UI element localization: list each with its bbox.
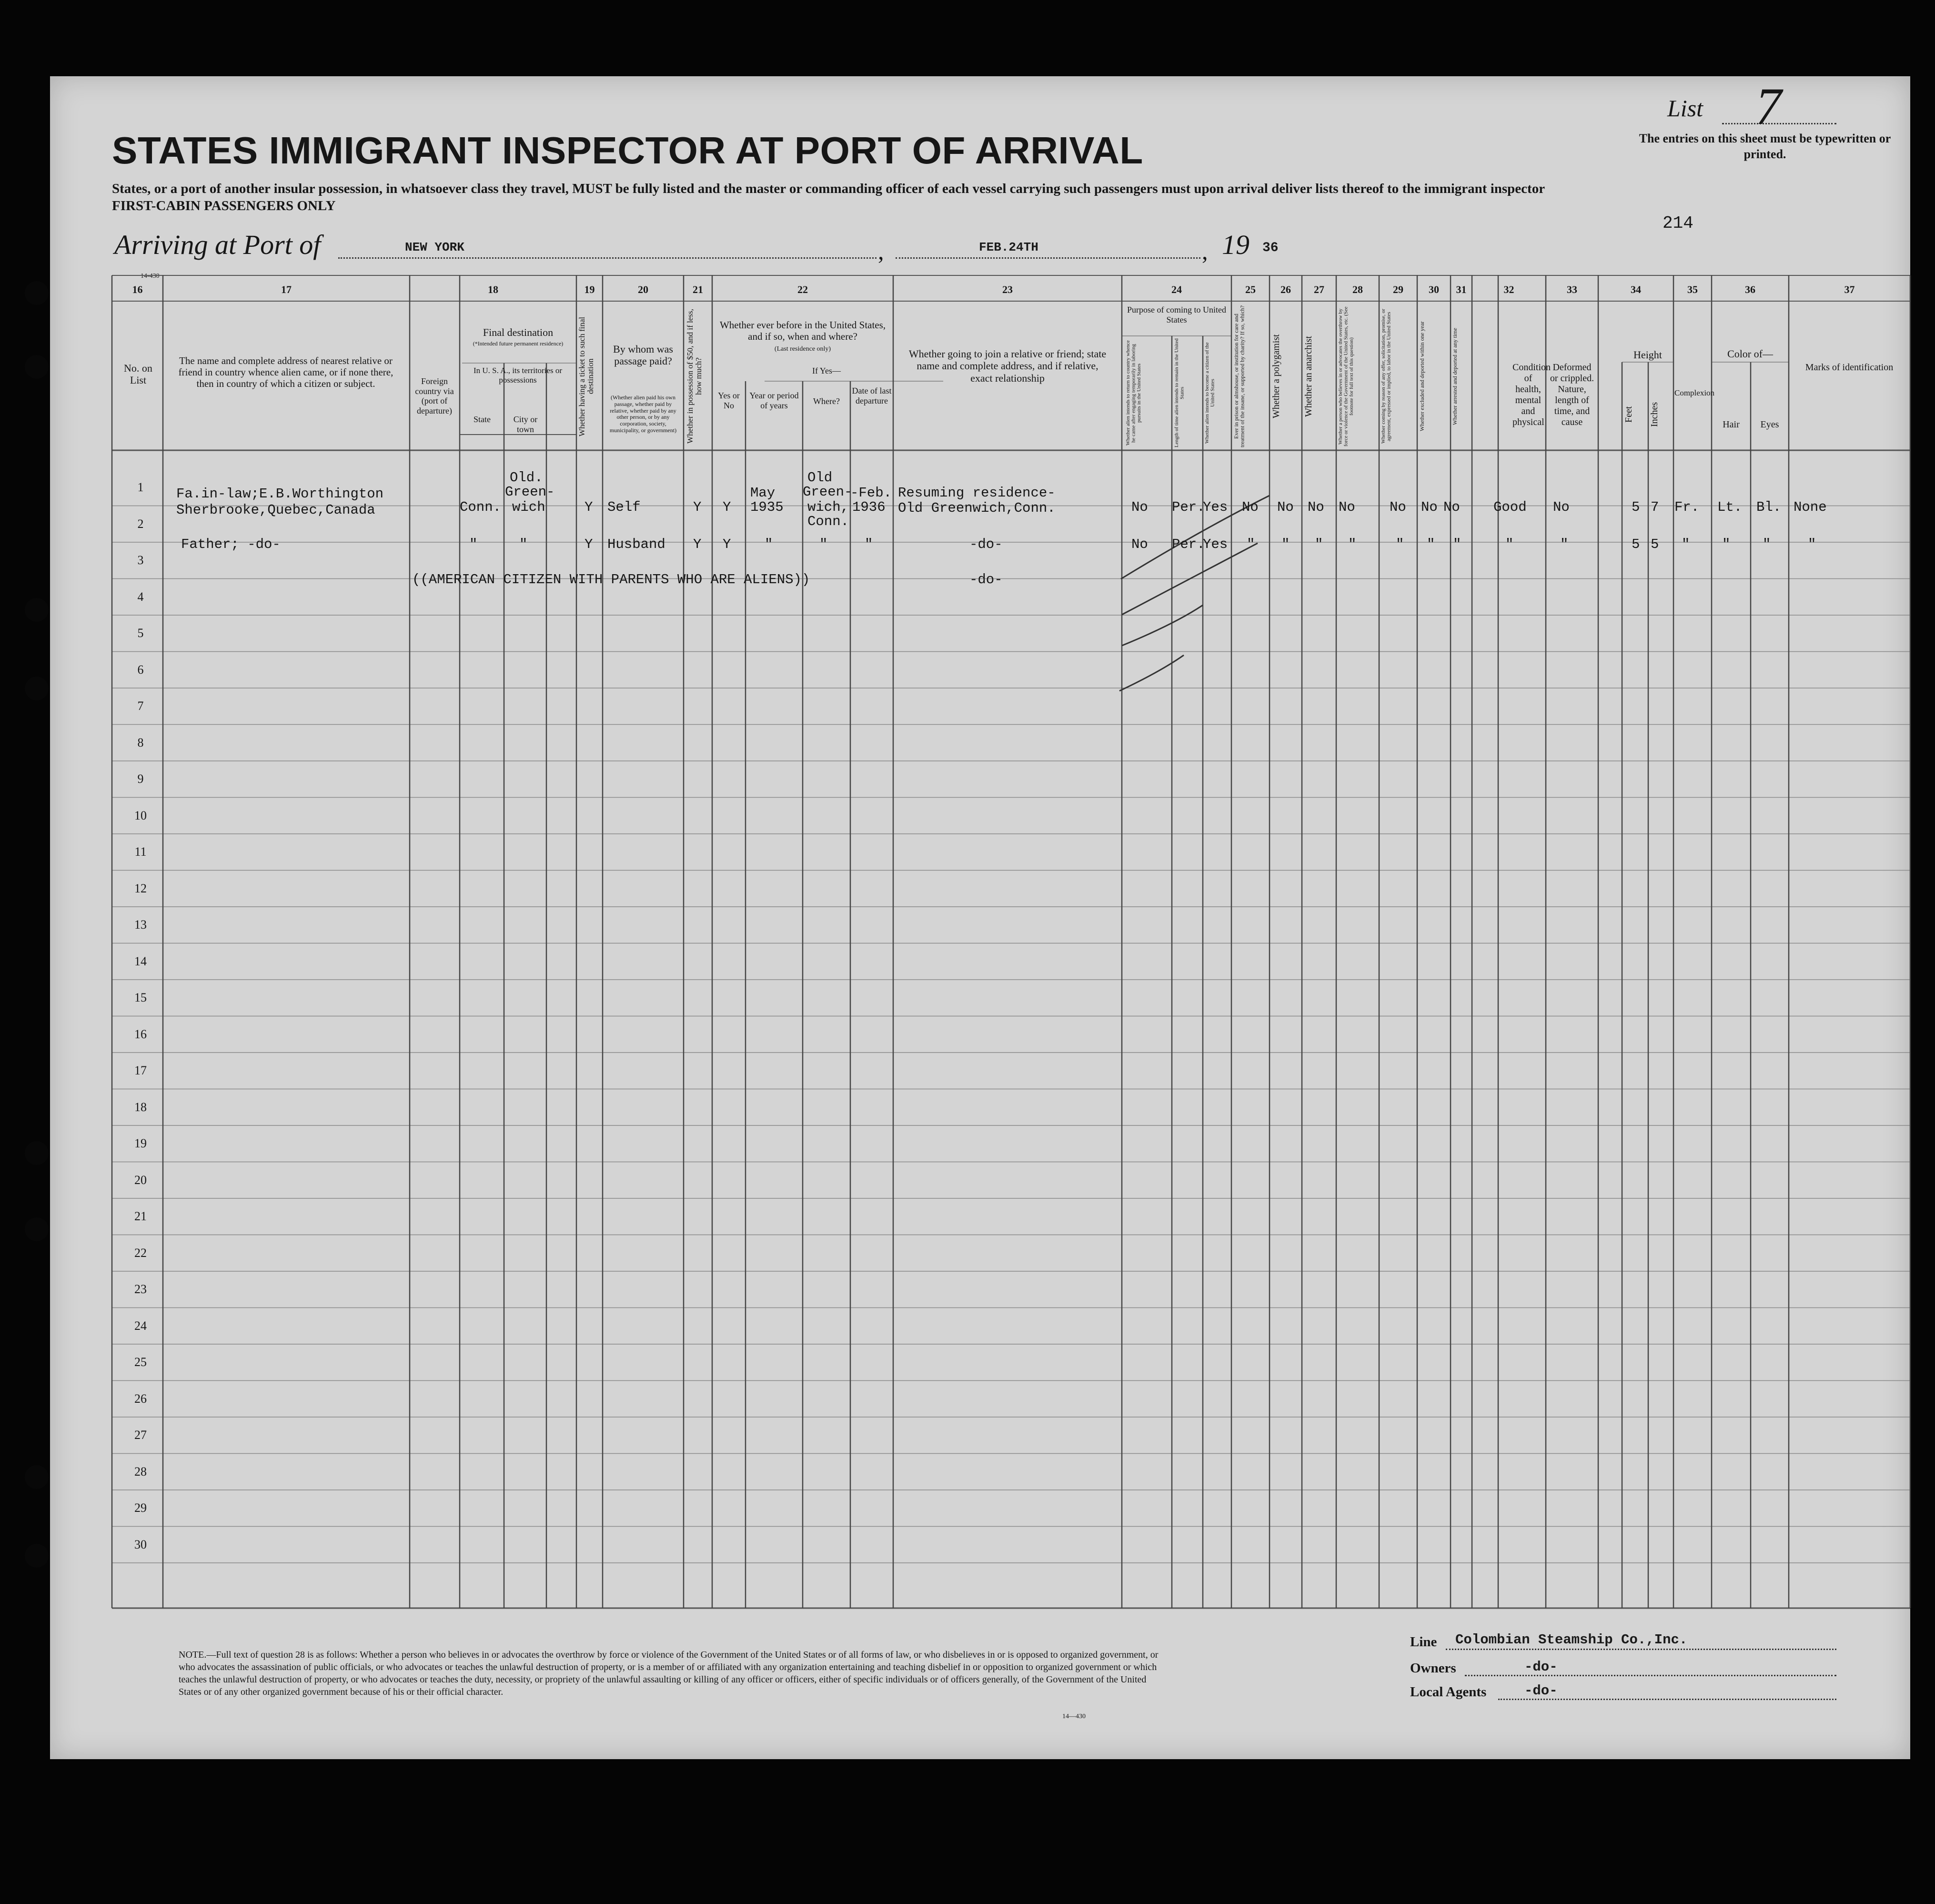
row-number: 2 xyxy=(137,517,144,531)
row3-joining: -do- xyxy=(969,572,1003,587)
footnote-question-28: NOTE.—Full text of question 28 is as follows: Whether a person who believes in or advocates the overthrow by force or violence of the Government of the United States or of all forms of law, or who disbelieves in or is opposed to organized government, or who advocates the assassination of public officials, or who advocates or teaches the unlawful destruction of property, or is a member of or affiliated with any organization entertaining and teaching disbelief in or opposition to organized government or which teaches the unlawful destruction of property, or who advocates or teaches the duty, necessity, or propriety of the unlawful assaulting or killing of any officer or officers, either of specific individuals or of officers generally, of the Government of the United States or of any other organized government because of his or their official character. xyxy=(179,1650,1159,1697)
row2-ditto-25: " xyxy=(1247,537,1255,552)
row-number: 5 xyxy=(137,626,144,640)
row-number: 21 xyxy=(134,1209,147,1223)
header-if-yes: If Yes— xyxy=(812,366,841,375)
header-year-period: Year or period of years xyxy=(749,391,799,410)
row3-remark: ((AMERICAN CITIZEN WITH PARENTS WHO ARE ALIENS)) xyxy=(412,572,810,587)
header-final-destination: Final destination xyxy=(483,326,554,338)
colnum-33: 33 xyxy=(1567,284,1577,295)
row1-citizen: Yes xyxy=(1203,499,1228,515)
row-number: 4 xyxy=(137,589,144,604)
row2-fifty: Y xyxy=(693,537,702,552)
row2-inches: 5 xyxy=(1651,537,1659,552)
colnum-36: 36 xyxy=(1745,284,1755,295)
row-number: 24 xyxy=(134,1318,147,1333)
colnum-18: 18 xyxy=(488,284,498,295)
row1-date-line2: 1936 xyxy=(852,499,886,515)
colnum-21: 21 xyxy=(693,284,703,295)
binder-hole xyxy=(25,1465,49,1489)
row-number: 11 xyxy=(134,845,147,859)
binder-hole xyxy=(25,281,49,305)
comma: , xyxy=(1202,238,1208,264)
form-title: STATES IMMIGRANT INSPECTOR AT PORT OF ARRIVAL xyxy=(112,129,1143,172)
row1-hair: Lt. xyxy=(1717,499,1743,515)
row1-feet: 5 xyxy=(1632,499,1640,515)
local-agents-label: Local Agents xyxy=(1410,1684,1487,1700)
row-number: 15 xyxy=(134,991,147,1004)
header-inches: Inches xyxy=(1649,402,1660,427)
typewritten-note: The entries on this sheet must be typewritten or printed. xyxy=(1639,132,1891,161)
row-number: 10 xyxy=(134,808,147,822)
row1-deformed: No xyxy=(1553,499,1570,515)
header-passage-paid: By whom was passage paid? xyxy=(613,343,673,367)
header-passage-paid-note: (Whether alien paid his own passage, whether paid by relative, whether paid by any other person, or by any corporation, society, municipality, or government) xyxy=(609,394,677,434)
comma: , xyxy=(878,238,884,264)
header-deformed: Deformed or crippled. Nature, length of time, and cause xyxy=(1550,362,1594,427)
row2-ditto-28: " xyxy=(1348,537,1357,552)
row2-year: " xyxy=(765,537,773,552)
row2-ticket: Y xyxy=(585,537,593,552)
header-health: Condition of health, mental and physical xyxy=(1512,362,1551,427)
binder-hole xyxy=(25,1544,49,1568)
header-marks: Marks of identification xyxy=(1805,362,1894,373)
header-ticket: Whether having a ticket to such final destination xyxy=(577,316,595,436)
row2-ditto-hair: " xyxy=(1722,537,1731,552)
row-number: 14 xyxy=(134,954,147,968)
row1-date-line1: -Feb. xyxy=(850,485,892,501)
header-labor-offer: Whether coming by reason of any offer, solicitation, promise, or agreement, expressed or implied, to labor in the United States xyxy=(1381,309,1392,444)
row2-citizen: Yes xyxy=(1203,537,1228,552)
list-number: 7 xyxy=(1755,77,1782,135)
year-prefix: 19 xyxy=(1222,229,1250,260)
manifest-sheet xyxy=(50,76,1910,1759)
row1-prison: No xyxy=(1242,499,1259,515)
row2-ditto-29: " xyxy=(1396,537,1404,552)
line-value: Colombian Steamship Co.,Inc. xyxy=(1455,1632,1688,1648)
header-final-destination-note: (*Intended future permanent residence) xyxy=(473,340,564,347)
colnum-34: 34 xyxy=(1631,284,1641,295)
header-where: Where? xyxy=(813,396,840,406)
header-last-residence: (Last residence only) xyxy=(774,345,831,353)
colnum-24: 24 xyxy=(1171,284,1182,295)
header-no-on-list: No. on List xyxy=(124,362,152,386)
row1-labor-offer: No xyxy=(1390,499,1406,515)
colnum-23: 23 xyxy=(1002,284,1013,295)
header-date-departure: Date of last departure xyxy=(852,386,892,405)
header-ever-before: Whether ever before in the United States, and if so, when and where? xyxy=(719,319,886,343)
colnum-32: 32 xyxy=(1503,284,1514,295)
header-fifty-dollars: Whether in possession of $50, and if less, how much? xyxy=(685,309,703,444)
form-number: 14-430 xyxy=(141,273,160,280)
row-number: 22 xyxy=(134,1246,147,1260)
colnum-28: 28 xyxy=(1352,284,1363,295)
row1-marks: None xyxy=(1794,499,1827,515)
page-number: 214 xyxy=(1663,213,1693,233)
row1-overthrow: No xyxy=(1339,499,1355,515)
row2-deformed: " xyxy=(1560,537,1569,552)
header-polygamist: Whether a polygamist xyxy=(1271,334,1281,419)
header-foreign-country: Foreign country via (port of departure) xyxy=(415,376,454,416)
colnum-22: 22 xyxy=(797,284,808,295)
row2-return-intent: No xyxy=(1131,537,1148,552)
row1-inches: 7 xyxy=(1651,499,1659,515)
local-agents-rule xyxy=(1498,1699,1836,1700)
colnum-35: 35 xyxy=(1687,284,1698,295)
form-instructions: States, or a port of another insular possession, in whatsoever class they travel, MUST be fully listed and the master or commanding officer of each vessel carrying such passengers must upon arrival deliver lists thereof to the immigrant inspector xyxy=(112,181,1545,196)
row1-anarchist: No xyxy=(1308,499,1324,515)
header-height: Height xyxy=(1633,349,1662,361)
row2-ditto-27: " xyxy=(1315,537,1323,552)
owners-rule xyxy=(1465,1675,1836,1676)
manifest-grid xyxy=(50,76,1910,1759)
row2-ditto-31: " xyxy=(1453,537,1461,552)
row1-where-line1: Old xyxy=(807,470,833,486)
row1-health: Good xyxy=(1493,499,1527,515)
colnum-30: 30 xyxy=(1429,284,1439,295)
header-feet: Feet xyxy=(1623,406,1634,423)
date-value: FEB.24TH xyxy=(979,240,1038,254)
row1-fifty: Y xyxy=(693,499,702,515)
row1-return-intent: No xyxy=(1131,499,1148,515)
row-number: 8 xyxy=(137,735,144,749)
row1-year-line1: May xyxy=(750,485,776,501)
header-overthrow: Whether a person who believes in or advocates the overthrow by force or violence of the Government of the United States, etc. (See footnote for full text of this question) xyxy=(1338,306,1355,446)
row-number: 9 xyxy=(137,772,144,786)
colnum-25: 25 xyxy=(1245,284,1256,295)
header-purpose: Purpose of coming to United States xyxy=(1127,305,1226,324)
header-color-of: Color of— xyxy=(1727,348,1773,360)
colnum-26: 26 xyxy=(1280,284,1291,295)
row1-where-line4: Conn. xyxy=(807,514,849,529)
header-complexion: Complexion xyxy=(1674,388,1715,397)
colnum-16: 16 xyxy=(132,284,143,295)
row2-ditto-30: " xyxy=(1427,537,1435,552)
row2-paid-by: Husband xyxy=(607,537,665,552)
row1-excluded: No xyxy=(1421,499,1438,515)
binder-hole xyxy=(25,1141,49,1165)
passenger-class: FIRST-CABIN PASSENGERS ONLY xyxy=(112,198,336,213)
row1-city-line3: wich xyxy=(512,499,545,515)
row1-deported: No xyxy=(1443,499,1460,515)
header-hair: Hair xyxy=(1723,419,1740,430)
footer-form-number: 14—430 xyxy=(1062,1713,1086,1720)
owners-value: -do- xyxy=(1524,1659,1558,1675)
header-deported: Whether arrested and deported at any time xyxy=(1451,328,1458,425)
colnum-37: 37 xyxy=(1844,284,1855,295)
row-number: 16 xyxy=(134,1027,147,1041)
colnum-17: 17 xyxy=(281,284,292,295)
row-number: 7 xyxy=(137,699,144,713)
colnum-29: 29 xyxy=(1393,284,1403,295)
row-number: 19 xyxy=(134,1136,147,1150)
row1-polygamist: No xyxy=(1277,499,1294,515)
header-yes-no: Yes or No xyxy=(718,391,740,410)
row-number: 23 xyxy=(134,1282,147,1296)
row1-relative-line1: Fa.in-law;E.B.Worthington xyxy=(176,486,384,502)
row2-ditto-marks: " xyxy=(1808,537,1816,552)
row1-city-line2: Green- xyxy=(505,484,555,500)
header-excluded: Whether excluded and deported within one year xyxy=(1419,321,1425,432)
colnum-27: 27 xyxy=(1314,284,1324,295)
binder-hole xyxy=(25,355,49,379)
colnum-20: 20 xyxy=(638,284,648,295)
line-label: Line xyxy=(1410,1634,1437,1650)
header-anarchist: Whether an anarchist xyxy=(1303,336,1314,417)
row-number: 17 xyxy=(134,1063,147,1077)
header-citizen-intent: Whether alien intends to become a citizen of the United States xyxy=(1204,342,1216,444)
list-label: List xyxy=(1667,95,1703,122)
row1-where-line3: wich, xyxy=(807,499,849,515)
row2-date: " xyxy=(865,537,873,552)
row-number: 3 xyxy=(137,553,144,567)
row-number: 27 xyxy=(134,1428,147,1442)
row2-before: Y xyxy=(723,537,731,552)
row2-length: Per. xyxy=(1172,537,1205,552)
row2-ditto-eyes: " xyxy=(1763,537,1771,552)
row-number: 26 xyxy=(134,1391,147,1406)
row2-where: " xyxy=(819,537,828,552)
row-number: 28 xyxy=(134,1464,147,1479)
row-number: 20 xyxy=(134,1173,147,1187)
row1-eyes: Bl. xyxy=(1756,499,1782,515)
row-number: 25 xyxy=(134,1355,147,1369)
header-joining-relative: Whether going to join a relative or friend; state name and complete address, and if relative, exact relationship xyxy=(908,348,1107,384)
row-number: 29 xyxy=(134,1501,147,1515)
row2-ditto-26: " xyxy=(1281,537,1290,552)
owners-label: Owners xyxy=(1410,1661,1456,1676)
row-number: 12 xyxy=(134,881,147,895)
local-agents-value: -do- xyxy=(1524,1683,1558,1699)
header-eyes: Eyes xyxy=(1760,419,1779,430)
header-state: State xyxy=(474,415,491,424)
row1-state: Conn. xyxy=(460,499,502,515)
header-return-intent: Whether alien intends to return to country whence he came after engaging temporarily in laboring pursuits in the United States xyxy=(1125,340,1142,446)
port-value: NEW YORK xyxy=(405,240,464,254)
binder-hole xyxy=(25,677,49,700)
row1-length: Per. xyxy=(1172,499,1205,515)
row1-before: Y xyxy=(723,499,731,515)
row1-paid-by: Self xyxy=(607,499,641,515)
row2-ditto-35: " xyxy=(1682,537,1690,552)
row1-relative-line2: Sherbrooke,Quebec,Canada xyxy=(176,502,375,518)
row2-health: " xyxy=(1505,537,1514,552)
row-number: 13 xyxy=(134,918,147,932)
row2-feet: 5 xyxy=(1632,537,1640,552)
row-number: 30 xyxy=(134,1537,147,1551)
row1-year-line2: 1935 xyxy=(750,499,784,515)
row-number: 18 xyxy=(134,1100,147,1114)
header-nearest-relative: The name and complete address of nearest relative or friend in country whence alien came, or if none there, then in country of which a citizen or subject. xyxy=(178,355,393,390)
row1-complexion: Fr. xyxy=(1674,499,1700,515)
row2-joining: -do- xyxy=(969,537,1003,552)
colnum-19: 19 xyxy=(584,284,595,295)
row1-joining-line1: Resuming residence- xyxy=(898,485,1056,501)
row2-city: " xyxy=(519,537,528,552)
line-rule xyxy=(1446,1649,1836,1650)
row-number: 1 xyxy=(137,480,144,494)
binder-hole xyxy=(25,1217,49,1241)
row1-ticket: Y xyxy=(585,499,593,515)
row-number: 6 xyxy=(137,662,144,677)
row2-relative: Father; -do- xyxy=(181,537,281,552)
row1-where-line2: Green- xyxy=(803,484,853,500)
year-suffix: 36 xyxy=(1262,241,1279,255)
row1-joining-line2: Old Greenwich,Conn. xyxy=(898,500,1056,516)
colnum-31: 31 xyxy=(1456,284,1467,295)
row2-state: " xyxy=(469,537,478,552)
header-prison: Ever in prison or almshouse, or institution for care and treatment of the insane, or supported by charity? If so, which? xyxy=(1233,305,1246,447)
header-usa-territories: In U. S. A., its territories or possessions xyxy=(473,366,563,385)
arriving-label: Arriving at Port of xyxy=(114,229,321,260)
row1-city-line1: Old. xyxy=(510,470,543,486)
header-city: City or town xyxy=(513,415,538,434)
header-length-stay: Length of time alien intends to remain in the United States xyxy=(1174,338,1185,448)
binder-hole xyxy=(25,598,49,622)
